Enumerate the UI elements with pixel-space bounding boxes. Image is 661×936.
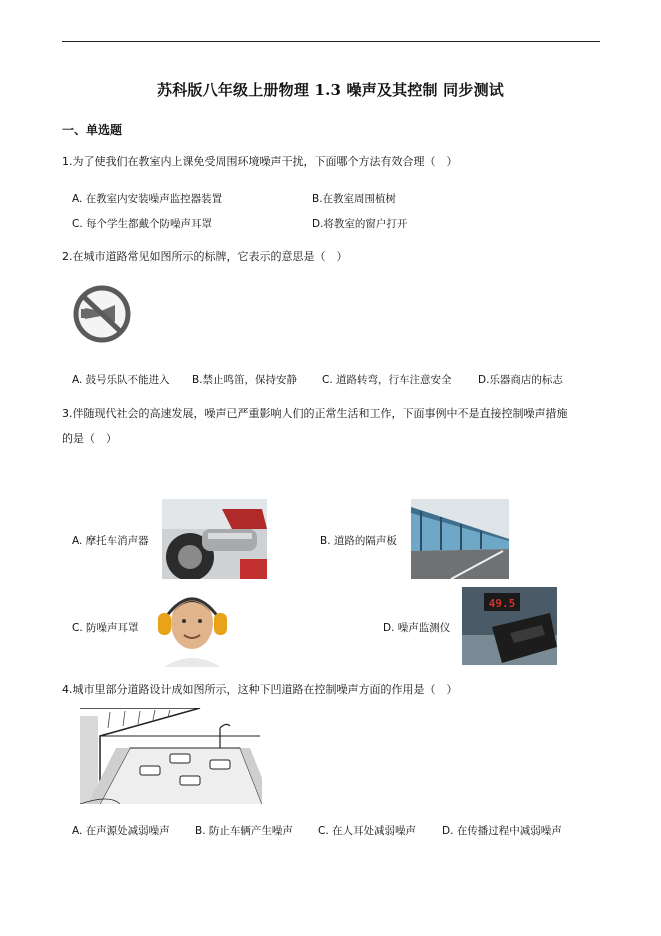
- q3-option-a[interactable]: A. 摩托车消声器: [72, 535, 149, 547]
- q1-option-b[interactable]: B.在教室周围植树: [312, 193, 397, 205]
- monitor-display-readout: 49.5: [488, 597, 516, 610]
- q2-option-c[interactable]: C. 道路转弯，行车注意安全: [322, 374, 452, 386]
- q4-option-c[interactable]: C. 在人耳处减弱噪声: [318, 825, 417, 837]
- q3-option-b[interactable]: B. 道路的隔声板: [320, 535, 397, 547]
- sunken-road-sketch: [80, 708, 262, 804]
- road-sound-barrier-photo: [411, 499, 509, 579]
- earmuffs-photo: [150, 587, 235, 667]
- q2-option-b[interactable]: B.禁止鸣笛，保持安静: [192, 374, 298, 386]
- no-horn-sign-icon: [71, 285, 133, 343]
- q1-option-d[interactable]: D.将教室的窗户打开: [312, 218, 408, 230]
- question-3-stem-line2: 的是（ ）: [62, 432, 117, 445]
- q4-option-b[interactable]: B. 防止车辆产生噪声: [195, 825, 293, 837]
- question-1-stem: 1.为了使我们在教室内上课免受周围环境噪声干扰，下面哪个方法有效合理（ ）: [62, 155, 458, 168]
- q1-option-c[interactable]: C. 每个学生都戴个防噪声耳罩: [72, 218, 213, 230]
- q4-option-d[interactable]: D. 在传播过程中减弱噪声: [442, 825, 562, 837]
- page-title: 苏科版八年级上册物理 1.3 噪声及其控制 同步测试: [157, 81, 504, 99]
- q2-option-d[interactable]: D.乐器商店的标志: [478, 374, 563, 386]
- section-heading: 一、单选题: [62, 123, 123, 137]
- motorcycle-muffler-photo: [162, 499, 267, 579]
- question-4-stem: 4.城市里部分道路设计成如图所示，这种下凹道路在控制噪声方面的作用是（ ）: [62, 683, 458, 696]
- q4-option-a[interactable]: A. 在声源处减弱噪声: [72, 825, 170, 837]
- header-rule: [62, 41, 600, 42]
- question-3-stem-line1: 3.伴随现代社会的高速发展，噪声已严重影响人们的正常生活和工作，下面事例中不是直接控制噪声措施: [62, 407, 568, 420]
- q3-option-d[interactable]: D. 噪声监测仪: [383, 622, 451, 634]
- q2-option-a[interactable]: A. 鼓号乐队不能进入: [72, 374, 170, 386]
- q3-option-c[interactable]: C. 防噪声耳罩: [72, 622, 139, 634]
- question-2-stem: 2.在城市道路常见如图所示的标牌，它表示的意思是（ ）: [62, 250, 348, 263]
- q1-option-a[interactable]: A. 在教室内安装噪声监控器装置: [72, 193, 223, 205]
- noise-monitor-photo: [462, 587, 557, 665]
